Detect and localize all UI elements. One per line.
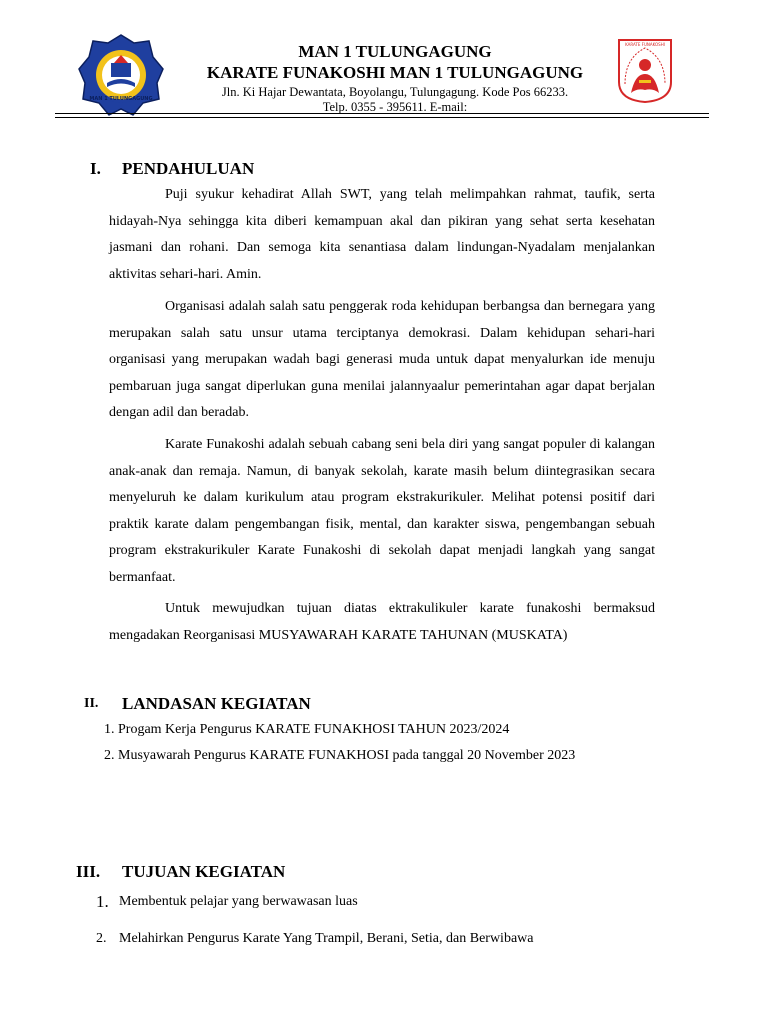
header-rule-thick [55, 113, 709, 114]
school-logo [77, 33, 165, 117]
address: Jln. Ki Hajar Dewantata, Boyolangu, Tulungagung. Kode Pos 66233. [221, 85, 569, 99]
tujuan-item-1-text: Membentuk pelajar yang berwawasan luas [119, 894, 358, 909]
section-2-number: II. [84, 696, 99, 711]
school-name: MAN 1 TULUNGAGUNG [298, 42, 492, 61]
tujuan-item-1 [96, 892, 358, 912]
section-3-title: TUJUAN KEGIATAN [122, 862, 286, 881]
section-1-title: PENDAHULUAN [122, 159, 255, 178]
tujuan-item-1-number: 1. [96, 892, 109, 911]
organization-name: KARATE FUNAKOSHI MAN 1 TULUNGAGUNG [206, 63, 584, 82]
tujuan-item-2 [96, 931, 534, 947]
tujuan-item-2-text: Melahirkan Pengurus Karate Yang Trampil, Berani, Setia, dan Berwibawa [119, 931, 534, 946]
svg-text:MAN 1 TULUNGAGUNG: MAN 1 TULUNGAGUNG [89, 96, 153, 102]
section-3-number: III. [76, 862, 101, 881]
tujuan-item-2-number: 2. [96, 931, 107, 946]
paragraph-1: Puji syukur kehadirat Allah SWT, yang telah melimpahkan rahmat, taufik, serta hidayah-Nya sehingga kita diberi kemampuan akal dan pikiran yang sehat serta kesehatan jasmani dan rohani. Dan semoga kita senantiasa dalam lindungan-Nyadalam menjalankan aktivitas sehari-hari. Amin. [109, 187, 655, 282]
paragraph-2: Organisasi adalah salah satu penggerak roda kehidupan berbangsa dan bernegara yang merupakan salah satu unsur utama terciptanya demokrasi. Dalam kehidupan sehari-hari organisasi yang merupakan wadah bagi generasi muda untuk dapat menyalurkan ide menuju pembaruan juga sangat diperlukan guna menilai jalannyaalur pemerintahan agar dapat berjalan dengan adil dan beradab. [109, 299, 655, 420]
paragraph-4: Untuk mewujudkan tujuan diatas ektrakulikuler karate funakoshi bermaksud mengadakan Reorganisasi MUSYAWARAH KARATE TAHUNAN (MUSKATA) [109, 601, 655, 643]
header-rule-thin [55, 117, 709, 118]
section-2-title: LANDASAN KEGIATAN [122, 694, 311, 713]
paragraph-3: Karate Funakoshi adalah sebuah cabang seni bela diri yang sangat populer di kalangan anak-anak dan remaja. Namun, di banyak sekolah, karate masih belum diintegrasikan secara menyeluruh ke dalam kurikulum atau program ekstrakurikuler. Melihat potensi positif dari praktik karate dalam pengembangan fisik, mental, dan karakter siswa, pengembangan sebuah program ekstrakurikuler Karate Funakoshi di sekolah dapat menjadi langkah yang sangat bermanfaat. [109, 437, 655, 585]
section-1-number: I. [90, 159, 101, 178]
svg-text:KARATE FUNAKOSHI: KARATE FUNAKOSHI [625, 42, 665, 47]
landasan-item-1: 1. Progam Kerja Pengurus KARATE FUNAKHOSI TAHUN 2023/2024 [104, 722, 510, 737]
contact: Telp. 0355 - 395611. E-mail: [322, 100, 468, 114]
landasan-item-2: 2. Musyawarah Pengurus KARATE FUNAKHOSI pada tanggal 20 November 2023 [104, 748, 576, 763]
